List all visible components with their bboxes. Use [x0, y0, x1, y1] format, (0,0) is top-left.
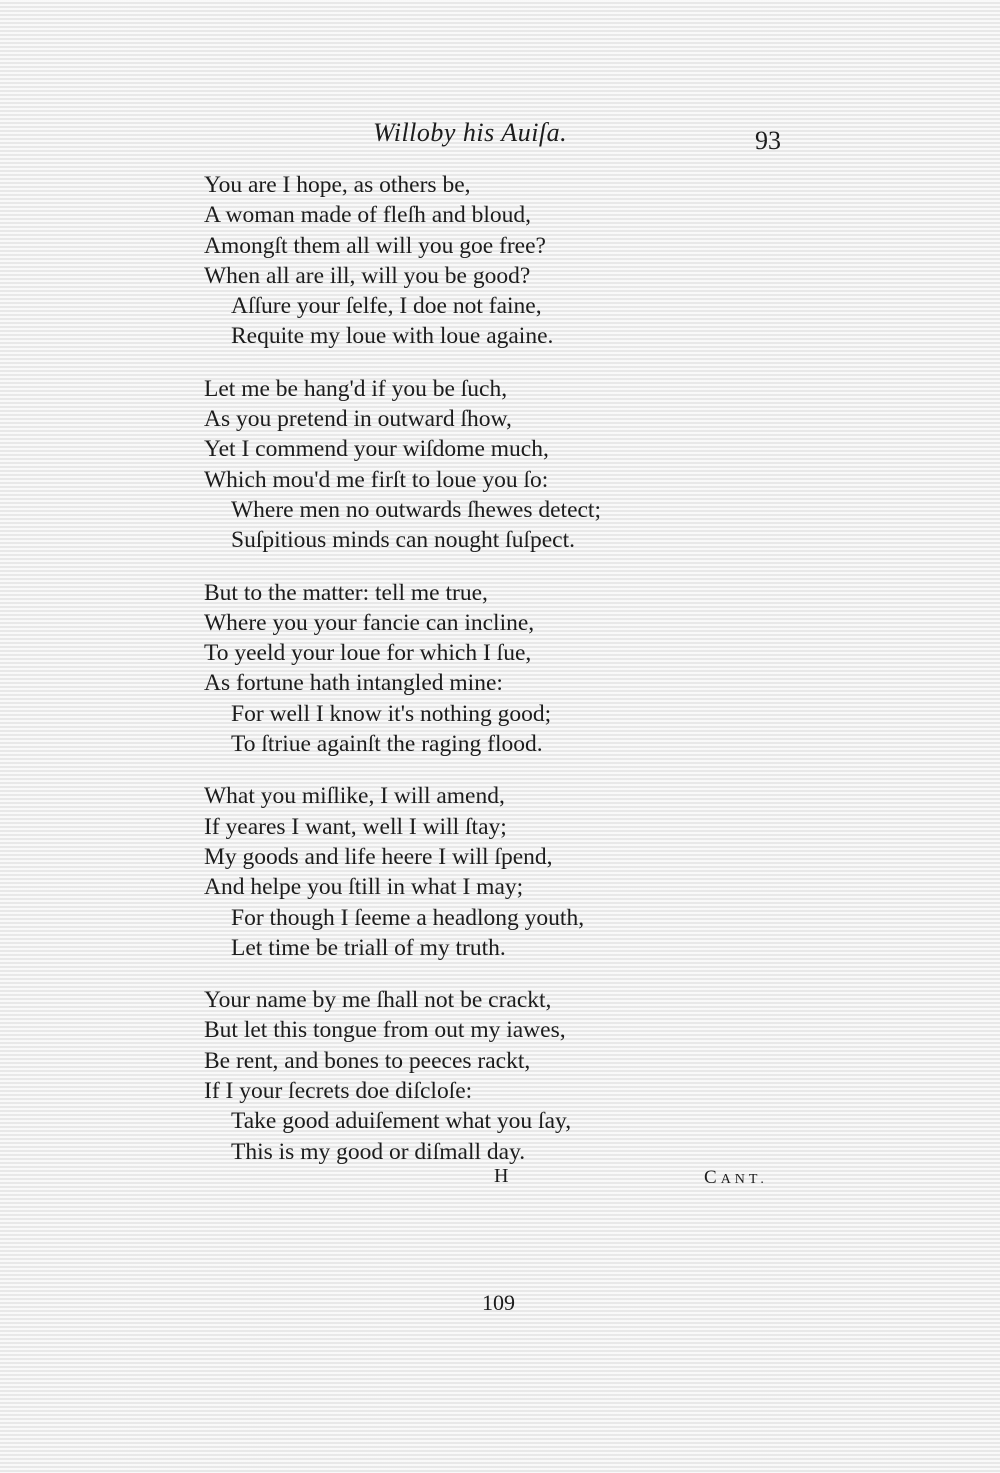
poem-line: To yeeld your loue for which I ſue, [204, 640, 532, 667]
poem-line-indented: Requite my loue with loue againe. [231, 323, 554, 350]
poem-line: Amongſt them all will you goe free? [204, 232, 546, 259]
stanza-4 [204, 781, 804, 963]
poem-line: What you miſlike, I will amend, [204, 783, 505, 810]
poem-line-indented: For though I ſeeme a headlong youth, [231, 904, 585, 931]
poem-line: As you pretend in outward ſhow, [204, 406, 512, 433]
poem-line-indented: For well I know it's nothing good; [231, 700, 552, 727]
stanza-2 [204, 374, 804, 556]
poem-line-indented: Let time be triall of my truth. [231, 934, 506, 961]
poem-line: A woman made of fleſh and bloud, [204, 202, 531, 229]
poem-line-indented: Suſpitious minds can nought ſuſpect. [231, 527, 575, 554]
poem-line: Which mou'd me firſt to loue you ſo: [204, 466, 549, 493]
poem-line: Yet I commend your wiſdome much, [204, 436, 549, 463]
poem-line: Where you your fancie can incline, [204, 609, 535, 636]
signature-mark: H [494, 1165, 509, 1187]
poem-line-indented: This is my good or diſmall day. [231, 1138, 526, 1165]
poem-line: As fortune hath intangled mine: [204, 670, 503, 697]
poem-line-indented: To ſtriue againſt the raging flood. [231, 731, 543, 758]
catchword-rest: ANT. [720, 1172, 768, 1187]
catchword-initial: C [704, 1167, 721, 1188]
poem-line: But let this tongue from out my iawes, [204, 1017, 566, 1044]
stanza-5 [204, 985, 804, 1167]
poem [204, 170, 804, 1189]
poem-line: If I your ſecrets doe diſcloſe: [204, 1078, 473, 1105]
poem-line: My goods and life heere I will ſpend, [204, 843, 553, 870]
poem-line: But to the matter: tell me true, [204, 579, 488, 606]
stanza-1 [204, 170, 804, 352]
poem-line: And helpe you ſtill in what I may; [204, 874, 524, 901]
poem-line: You are I hope, as others be, [204, 172, 471, 198]
folio-number: 109 [482, 1290, 515, 1315]
poem-line-indented: Take good aduiſement what you ſay, [231, 1108, 572, 1135]
poem-line: If yeares I want, well I will ſtay; [204, 813, 507, 840]
poem-line: Your name by me ſhall not be crackt, [204, 987, 552, 1014]
poem-line-indented: Where men no outwards ſhewes detect; [231, 496, 601, 523]
poem-line: When all are ill, will you be good? [204, 262, 531, 289]
poem-line-indented: Aſſure your ſelfe, I doe not faine, [231, 293, 542, 320]
running-title: Willoby his Auiſa. [373, 118, 568, 147]
stanza-3 [204, 578, 804, 760]
page-number: 93 [755, 126, 781, 155]
catchword [704, 1167, 768, 1189]
poem-line: Be rent, and bones to peeces rackt, [204, 1047, 531, 1074]
poem-line: Let me be hang'd if you be ſuch, [204, 375, 508, 402]
